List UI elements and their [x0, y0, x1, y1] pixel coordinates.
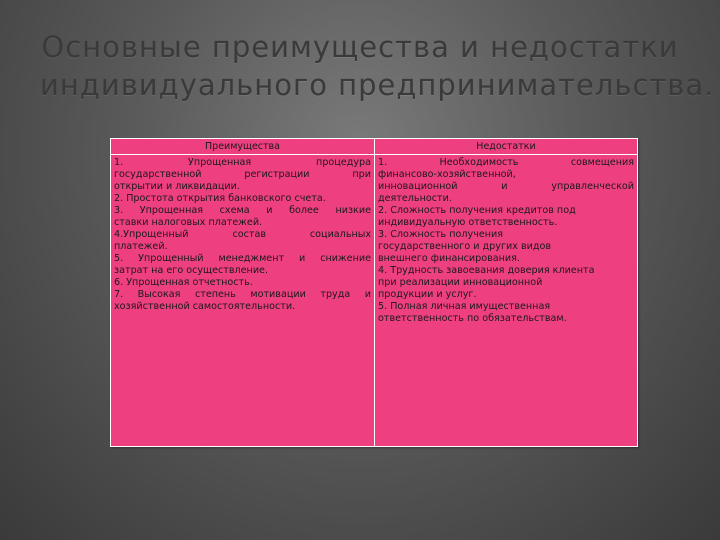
disadvantages-line: финансово-хозяйственной,: [378, 169, 516, 180]
disadvantages-line: деятельности.: [378, 193, 452, 204]
advantages-line: 6. Упрощенная отчетность.: [114, 277, 253, 288]
advantages-line: 5. Упрощенный менеджмент и снижение: [114, 253, 371, 264]
advantages-line: 7. Высокая степень мотивации труда и: [114, 289, 371, 300]
disadvantages-line: продукции и услуг.: [378, 289, 477, 300]
header-advantages: Преимущества: [111, 139, 375, 154]
advantages-line: платежей.: [114, 241, 168, 252]
header-disadvantages: Недостатки: [476, 141, 536, 152]
disadvantages-line: внешнего финансирования.: [378, 253, 520, 264]
disadvantages-line: 2. Сложность получения кредитов под: [378, 205, 576, 216]
disadvantages-line: 3. Сложность получения: [378, 229, 504, 240]
disadvantages-line: при реализации инновационной: [378, 277, 543, 288]
advantages-line: 1. Упрощенная процедура: [114, 157, 371, 168]
table-body-row: [111, 155, 637, 446]
advantages-cell: [111, 155, 375, 446]
table-header-row: [111, 139, 637, 155]
disadvantages-line: ответственность по обязательствам.: [378, 313, 567, 324]
disadvantages-line: 4. Трудность завоевания доверия клиента: [378, 265, 595, 276]
slide-title: [40, 28, 715, 104]
advantages-line: ставки налоговых платежей.: [114, 217, 263, 228]
slide-title-line-1: Основные преимущества и недостатки: [41, 30, 679, 64]
advantages-line: хозяйственной самостоятельности.: [114, 301, 296, 312]
disadvantages-cell: [375, 155, 637, 446]
disadvantages-line: государственного и других видов: [378, 241, 551, 252]
advantages-line: 4.Упрощенный состав социальных: [114, 229, 371, 240]
disadvantages-line: индивидуальную ответственность.: [378, 217, 558, 228]
disadvantages-line: инновационной и управленческой: [378, 181, 634, 192]
disadvantages-line: 5. Полная личная имущественная: [378, 301, 551, 312]
advantages-line: 3. Упрощенная схема и более низкие: [114, 205, 371, 216]
disadvantages-line: 1. Необходимость совмещения: [378, 157, 634, 168]
comparison-table: [110, 138, 638, 447]
advantages-line: затрат на его осуществление.: [114, 265, 269, 276]
advantages-line: 2. Простота открытия банковского счета.: [114, 193, 326, 204]
slide-title-line-2: индивидуального предпринимательства.: [40, 68, 715, 102]
advantages-line: открытии и ликвидации.: [114, 181, 240, 192]
advantages-line: государственной регистрации при: [114, 169, 371, 180]
